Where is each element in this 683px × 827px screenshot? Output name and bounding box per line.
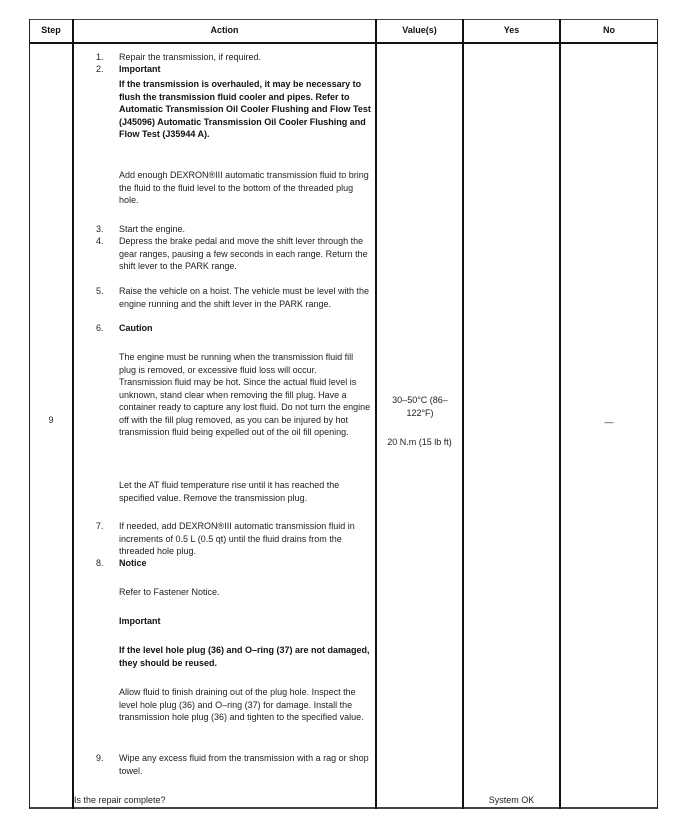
- step-text: Allow fluid to finish draining out of the plug hole. Inspect the level hole plug (36) and O–ring (37) for damage. Install the transmission hole plug (36) and tighten to the specified value.: [119, 687, 364, 722]
- table-bottom-border: [29, 807, 658, 809]
- caution-label: Caution: [119, 323, 153, 333]
- item-number: 5.: [96, 286, 104, 296]
- header-no: No: [603, 25, 615, 35]
- item-number: 6.: [96, 323, 104, 333]
- header-divider: [29, 42, 658, 44]
- header-step: Step: [41, 25, 61, 35]
- header-values: Value(s): [402, 25, 437, 35]
- important-label: Important: [119, 64, 161, 74]
- notice-text: Refer to Fastener Notice.: [119, 587, 220, 597]
- notice-label: Notice: [119, 558, 147, 568]
- caution-text: The engine must be running when the transmission fluid fill plug is removed, or excessive fluid loss will occur. Transmission fluid may be hot. Since the actual fluid level is unknown, stand clear when removing the fill plug. Have a container ready to capture any lost fluid. Do not turn the engine off with the fill plug removed, as you can be injured by hot transmission fluid being expelled out of the oil fill opening.: [119, 352, 371, 437]
- item-number: 8.: [96, 558, 104, 568]
- step-number: 9: [48, 415, 54, 425]
- col-divider: [462, 19, 464, 809]
- item-number: 9.: [96, 753, 104, 763]
- step-text: Raise the vehicle on a hoist. The vehicle must be level with the engine running and the shift lever in the PARK range.: [119, 286, 369, 309]
- value-temperature: 30–50°C (86–122°F): [392, 395, 448, 418]
- col-divider: [559, 19, 561, 809]
- item-number: 3.: [96, 224, 104, 234]
- step-text: If needed, add DEXRON®III automatic transmission fluid in increments of 0.5 L (0.5 qt) until the fluid drains from the threaded hole plug.: [119, 521, 355, 556]
- col-divider: [657, 19, 658, 809]
- important-label: Important: [119, 616, 161, 626]
- item-number: 1.: [96, 52, 104, 62]
- header-yes: Yes: [503, 25, 520, 35]
- step-text: Depress the brake pedal and move the shift lever through the gear ranges, pausing a few seconds in each range. Return the shift lever to the PARK range.: [119, 236, 368, 271]
- item-number: 7.: [96, 521, 104, 531]
- question-text: Is the repair complete?: [74, 795, 166, 805]
- important-text: If the transmission is overhauled, it may be necessary to flush the transmission fluid cooler and pipes. Refer to Automatic Transmission Oil Cooler Flushing and Flow Test (J45096) Automatic Transmission Oil Cooler Flushing and Flow Test (J35944 A).: [119, 79, 371, 139]
- step-text: Add enough DEXRON®III automatic transmission fluid to bring the fluid to the fluid level to the bottom of the threaded plug hole.: [119, 170, 369, 205]
- item-number: 4.: [96, 236, 104, 246]
- col-divider: [375, 19, 377, 809]
- step-text: Repair the transmission, if required.: [119, 52, 262, 62]
- step-text: Wipe any excess fluid from the transmission with a rag or shop towel.: [119, 753, 369, 776]
- no-result: —: [604, 417, 614, 427]
- important-text: If the level hole plug (36) and O–ring (37) are not damaged, they should be reused.: [119, 645, 370, 668]
- step-text: Start the engine.: [119, 224, 186, 234]
- item-number: 2.: [96, 64, 104, 74]
- step-text: Let the AT fluid temperature rise until it has reached the specified value. Remove the transmission plug.: [119, 480, 340, 503]
- header-action: Action: [210, 25, 239, 35]
- yes-result: System OK: [488, 795, 535, 805]
- value-torque: 20 N.m (15 lb ft): [387, 437, 452, 447]
